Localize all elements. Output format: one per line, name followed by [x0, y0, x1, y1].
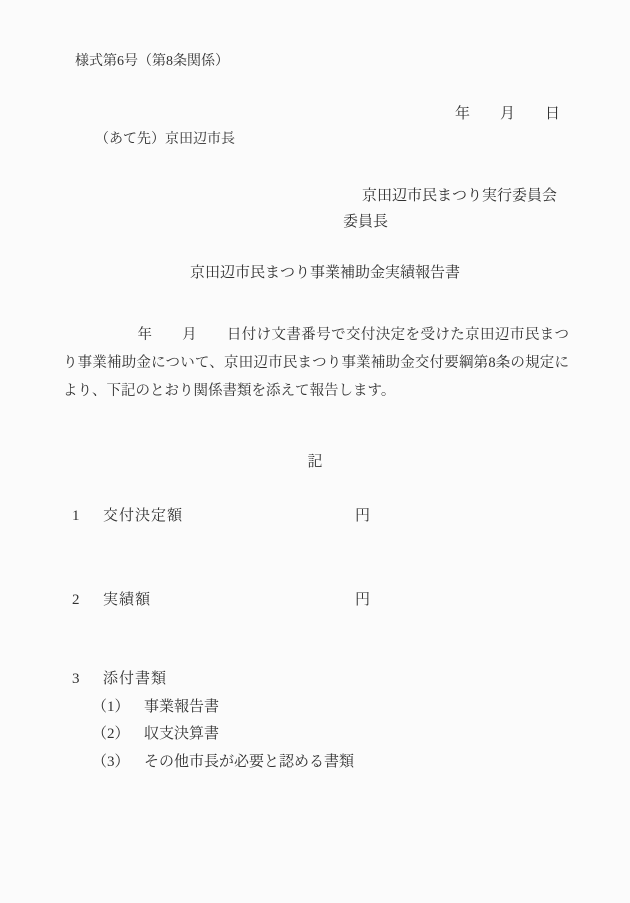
body-paragraph: 年 月 日付け文書番号で交付決定を受けた京田辺市民まつり事業補助金について、京田辺市民まつり事業補助金交付要綱第8条の規定により、下記のとおり関係書類を添えて報告します。: [63, 327, 569, 399]
item-unit: 円: [355, 508, 371, 524]
attachment-number: （3）: [92, 754, 130, 770]
item-row-attached-documents: [0, 671, 630, 687]
attachment-row-other-documents: [0, 754, 630, 770]
item-number: 3: [72, 671, 80, 687]
item-label: 実績額: [103, 592, 152, 608]
item-number: 2: [72, 592, 80, 608]
document-title: 京田辺市民まつり事業補助金実績報告書: [189, 265, 460, 281]
attachment-row-business-report: [0, 699, 630, 715]
attachment-label: その他市長が必要と認める書類: [144, 754, 355, 770]
item-unit: 円: [355, 592, 371, 608]
item-label: 添付書類: [103, 671, 168, 687]
form-number-label: 様式第6号（第8条関係）: [75, 54, 229, 69]
date-line: 年 月 日: [455, 106, 561, 122]
attachment-number: （2）: [92, 726, 130, 742]
sender-title: 委員長: [343, 214, 389, 230]
addressee-label: （あて先）京田辺市長: [95, 132, 235, 147]
sender-organization: 京田辺市民まつり実行委員会: [362, 188, 558, 204]
item-label: 交付決定額: [103, 508, 184, 524]
attachment-label: 事業報告書: [144, 699, 220, 715]
attachment-label: 収支決算書: [144, 726, 220, 742]
record-marker: 記: [307, 454, 323, 470]
attachment-number: （1）: [92, 699, 130, 715]
item-number: 1: [72, 508, 80, 524]
item-row-grant-decision: [0, 508, 630, 524]
attachment-row-settlement: [0, 726, 630, 742]
item-row-actual-amount: [0, 592, 630, 608]
